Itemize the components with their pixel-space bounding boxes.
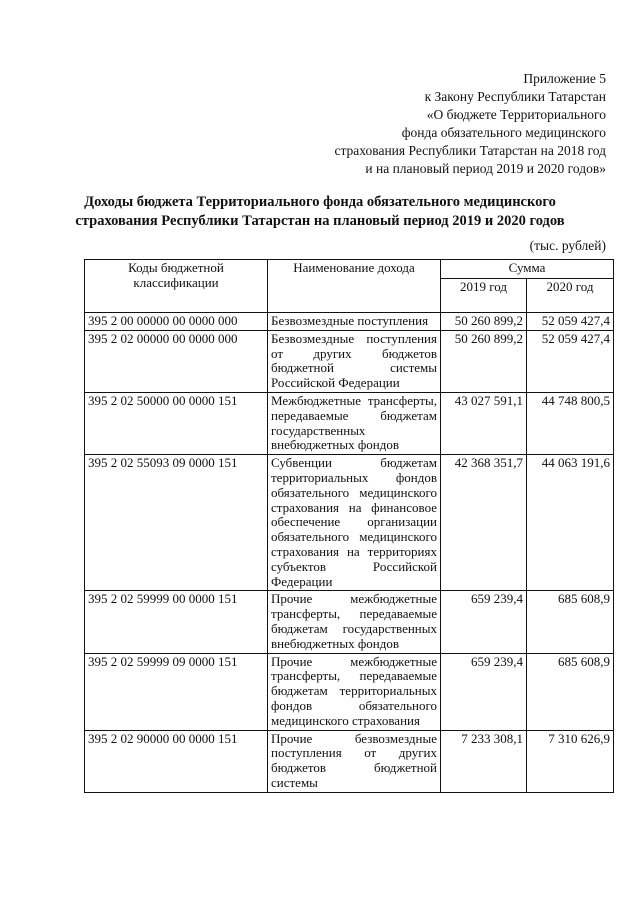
row-code: 395 2 02 59999 00 0000 151 [85,591,268,653]
header-sum: Сумма [441,260,614,279]
appendix-line: к Закону Республики Татарстан [424,89,606,104]
header-year-2020: 2020 год [527,279,614,313]
row-code: 395 2 02 55093 09 0000 151 [85,455,268,591]
row-sum-2020: 7 310 626,9 [527,730,614,792]
appendix-line: Приложение 5 [523,71,606,86]
row-sum-2019: 659 239,4 [441,653,527,730]
row-sum-2020: 44 063 191,6 [527,455,614,591]
table-row [85,653,614,730]
title-line-2: страхования Республики Татарстан на плановый период 2019 и 2020 годов [75,213,565,229]
row-code: 395 2 02 00000 00 0000 000 [85,330,268,392]
row-sum-2020: 52 059 427,4 [527,313,614,331]
row-name: Прочие безвозмездные поступления от других бюджетов бюджетной системы [268,730,441,792]
header-year-2019: 2019 год [441,279,527,313]
header-name: Наименование дохода [268,260,441,313]
appendix-line: фонда обязательного медицинского [401,125,606,140]
appendix-line: страхования Республики Татарстан на 2018 год [334,143,606,158]
row-sum-2019: 659 239,4 [441,591,527,653]
row-sum-2019: 50 260 899,2 [441,313,527,331]
row-sum-2020: 685 608,9 [527,653,614,730]
row-name: Межбюджетные трансферты, передаваемые бюджетам государственных внебюджетных фондов [268,392,441,454]
row-sum-2020: 52 059 427,4 [527,330,614,392]
row-sum-2020: 44 748 800,5 [527,392,614,454]
row-name: Прочие межбюджетные трансферты, передаваемые бюджетам территориальных фондов обязательного медицинского страхования [268,653,441,730]
row-sum-2020: 685 608,9 [527,591,614,653]
table-row [85,313,614,331]
row-name: Субвенции бюджетам территориальных фондов обязательного медицинского страхования на финансовое обеспечение организации обязательного медицинского страхования на территориях субъектов Российской Федерации [268,455,441,591]
table-row [85,330,614,392]
title-line-1: Доходы бюджета Территориального фонда обязательного медицинского [84,194,556,210]
table-row [85,455,614,591]
row-sum-2019: 50 260 899,2 [441,330,527,392]
row-sum-2019: 7 233 308,1 [441,730,527,792]
row-sum-2019: 42 368 351,7 [441,455,527,591]
row-code: 395 2 02 90000 00 0000 151 [85,730,268,792]
table-row [85,730,614,792]
row-code: 395 2 02 50000 00 0000 151 [85,392,268,454]
row-name: Прочие межбюджетные трансферты, передаваемые бюджетам государственных внебюджетных фондов [268,591,441,653]
document-title [30,193,610,231]
appendix-header [246,70,606,178]
row-code: 395 2 02 59999 09 0000 151 [85,653,268,730]
revenue-table [84,259,614,793]
table-row [85,591,614,653]
appendix-line: и на плановый период 2019 и 2020 годов» [365,161,606,176]
row-name: Безвозмездные поступления [268,313,441,331]
row-code: 395 2 00 00000 00 0000 000 [85,313,268,331]
appendix-line: «О бюджете Территориального [426,107,606,122]
units-label: (тыс. рублей) [529,238,606,253]
header-codes: Коды бюджетной классификации [85,260,268,313]
row-sum-2019: 43 027 591,1 [441,392,527,454]
table-row [85,392,614,454]
row-name: Безвозмездные поступления от других бюджетов бюджетной системы Российской Федерации [268,330,441,392]
